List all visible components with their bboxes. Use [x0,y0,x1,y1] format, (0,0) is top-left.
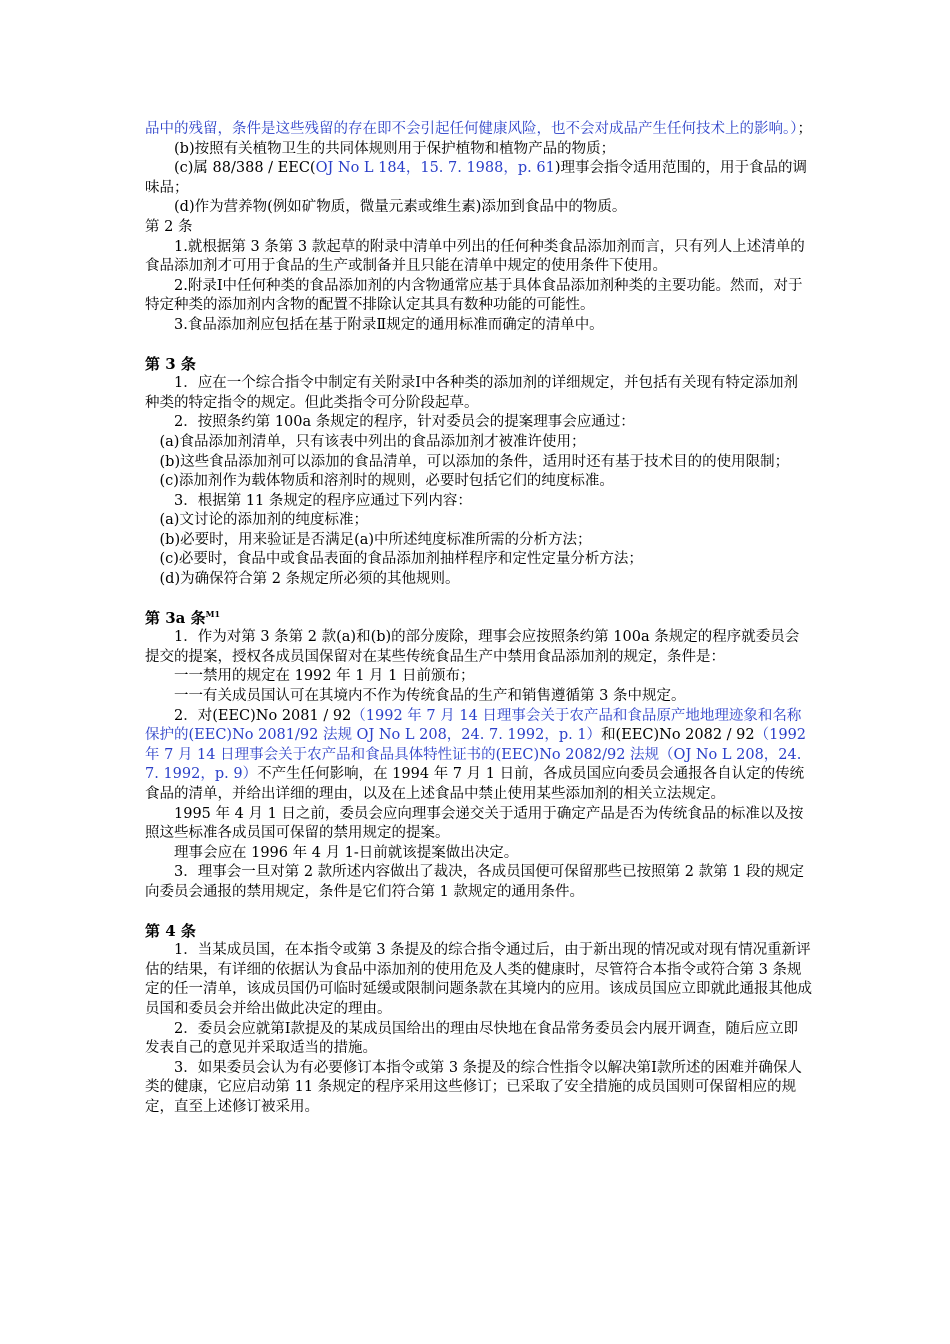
paragraph: 3．理事会一旦对第 2 款所述内容做出了裁决，各成员国便可保留那些已按照第 2 款第 1 段的规定向委员会通报的禁用规定，条件是它们符合第 1 款规定的通用条件。 [145,864,805,900]
list-item: (b)这些食品添加剂可以添加的食品清单，可以添加的条件，适用时还有基于技术目的的使用限制； [159,453,790,470]
list-item: (c)添加剂作为载体物质和溶剂时的规则，必要时包括它们的纯度标准。 [159,473,614,490]
reference-link[interactable]: （1992 年 7 月 14 日理事会关于农产品和食品具体特性证书的(EEC)No 2082/92 法规（OJ No L 208，24. 7. 1992，p. 9） [145,727,807,783]
paragraph: 3．根据第 11 条规定的程序应通过下列内容： [174,492,472,509]
reference-text: 品中的残留，条件是这些残留的存在即不会引起任何健康风险，也不会对成品产生任何技术上的影响。） [145,121,798,137]
paragraph: 1995 年 4 月 1 日之前，委员会应向理事会递交关于适用于确定产品是否为传统食品的标准以及按照这些标准各成员国可保留的禁用规定的提案。 [145,805,804,842]
paragraph: 3．如果委员会认为有必要修订本指令或第 3 条提及的综合性指令以解决第Ⅰ款所述的困难并确保人类的健康，它应启动第 11 条规定的程序采用这些修订；已采取了安全措施的成员国则可保留相应的规定，直至上述修订被采用。 [145,1059,802,1115]
article-3a-heading: 第 3a 条$^{M1}$ [145,608,221,627]
paragraph: 2.附录Ⅰ中任何种类的食品添加剂的内含物通常应基于具体食品添加剂种类的主要功能。然而，对于特定种类的添加剂内含物的配置不排除认定其具有数种功能的可能性。 [145,277,803,314]
reference-link[interactable]: OJ No L 184，15. 7. 1988，p. 61 [315,160,555,177]
clause-c: (c)属 88/388 / EEC(OJ No L 184，15. 7. 1988，p. 61)理事会指令适用范围的，用于食品的调味品； [145,160,807,196]
list-item: (a)食品添加剂清单，只有该表中列出的食品添加剂才被准许使用； [159,433,586,450]
paragraph: 1.就根据第 3 条第 3 款起草的附录中清单中列出的任何种类食品添加剂而言，只有列人上述清单的食品添加剂才可用于食品的生产或制备并且只能在清单中规定的使用条件下使用。 [145,238,805,275]
paragraph: 2．按照条约第 100a 条规定的程序，针对委员会的提案理事会应通过： [174,414,635,431]
list-item: 一一有关成员国认可在其境内不作为传统食品的生产和销售遵循第 3 条中规定。 [174,688,686,705]
paragraph: 2．对(EEC)No 2081 / 92（1992 年 7 月 14 日理事会关于农产品和食品原产地地理迹象和名称保护的(EEC)No 2081/92 法规 OJ No L 208，24. 7. 1992，p. 1）和(EEC)No 2082 / 92（1992 年 7 月 14 日理事会关于农产品和食品具体特性证书的(EEC)No 2082/92 法规（OJ No L 208，24. 7. 1992，p. 9）不产生任何影响，在 1994 年 7 月 1 日前，各成员国应向委员会通报各自认定的传统食品的清单，并给出详细的理由，以及在上述食品中禁止使用某些添加剂的相关立法规定。 [145,707,807,802]
article-4-heading: 第 4 条 [145,921,196,940]
clause-b: (b)按照有关植物卫生的共同体规则用于保护植物和植物产品的物质； [174,140,616,157]
amendment-marker: M1 [205,608,221,619]
list-item: (c)必要时，食品中或食品表面的食品添加剂抽样程序和定性定量分析方法； [159,551,643,568]
paragraph: 3.食品添加剂应包括在基于附录Ⅱ规定的通用标准而确定的清单中。 [174,316,604,333]
list-item: (b)必要时，用来验证是否满足(a)中所述纯度标准所需的分析方法； [159,531,592,548]
paragraph: 理事会应在 1996 年 4 月 1-日前就该提案做出决定。 [174,844,519,861]
article-3-heading: 第 3 条 [145,354,196,373]
list-item: (a)文讨论的添加剂的纯度标准； [159,512,368,529]
list-item: 一一禁用的规定在 1992 年 1 月 1 日前颁布； [174,668,475,685]
article-2-heading: 第 2 条 [145,218,193,235]
clause-d: (d)作为营养物(例如矿物质，微量元素或维生素)添加到食品中的物质。 [174,199,627,216]
paragraph: 品中的残留，条件是这些残留的存在即不会引起任何健康风险，也不会对成品产生任何技术上的影响。）； [145,121,812,137]
paragraph: 1．应在一个综合指令中制定有关附录Ⅰ中各种类的添加剂的详细规定，并包括有关现有特定添加剂种类的特定指令的规定。但此类指令可分阶段起草。 [145,375,798,411]
paragraph: 1．作为对第 3 条第 2 款(a)和(b)的部分废除，理事会应按照条约第 100a 条规定的程序就委员会提交的提案，授权各成员国保留对在某些传统食品生产中禁用食品添加剂的规定，条件是： [145,629,800,665]
paragraph: 1．当某成员国，在本指令或第 3 条提及的综合指令通过后，由于新出现的情况或对现有情况重新评估的结果，有详细的依据认为食品中添加剂的使用危及人类的健康时，尽管符合本指令或符合第 3 条规定的任一清单，该成员国仍可临时延缓或限制问题条款在其境内的应用。该成员国应立即就此通报其他成员国和委员会并给出做此决定的理由。 [145,942,812,1017]
reference-link[interactable]: （1992 年 7 月 14 日理事会关于农产品和食品原产地地理迹象和名称保护的(EEC)No 2081/92 法规 OJ No L 208，24. 7. 1992，p. 1） [145,707,802,744]
paragraph: 2．委员会应就第Ⅰ款提及的某成员国给出的理由尽快地在食品常务委员会内展开调查，随后应立即发表自己的意见并采取适当的措施。 [145,1020,798,1057]
list-item: (d)为确保符合第 2 条规定所必须的其他规则。 [159,571,460,588]
